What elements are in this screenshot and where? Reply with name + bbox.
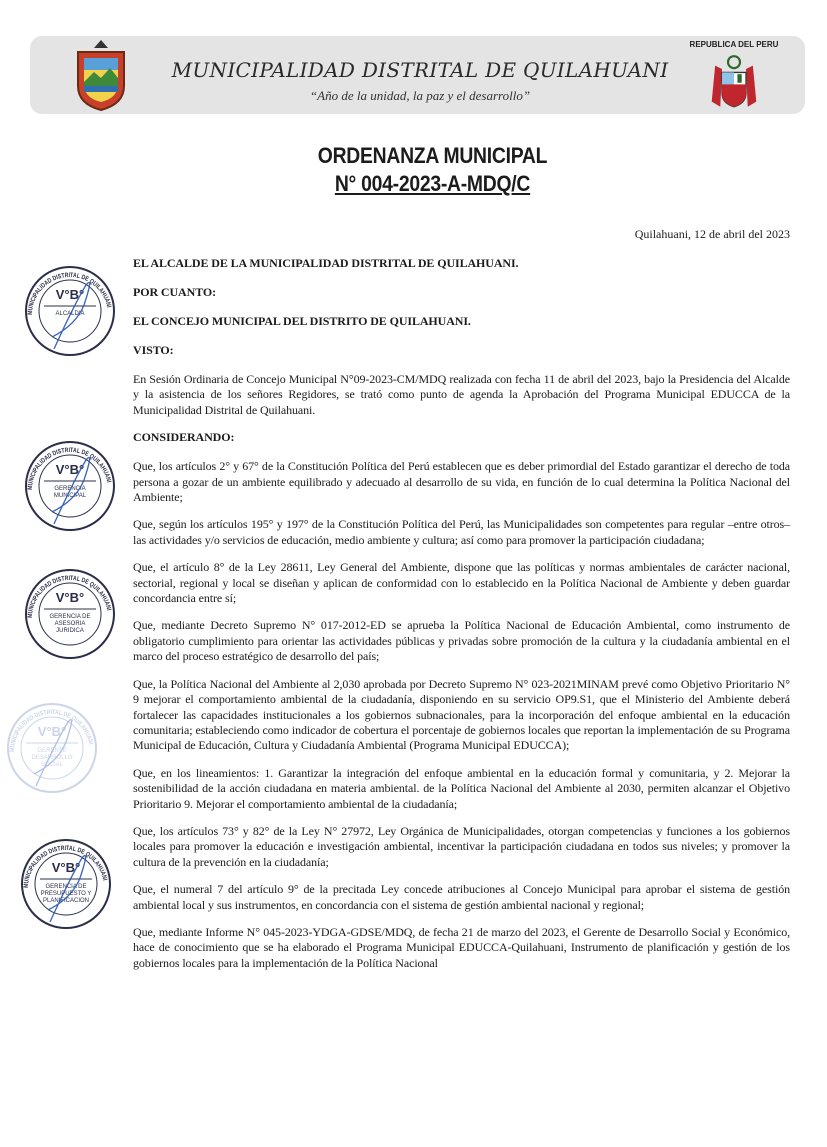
stamp-ring-text: MUNICIPALIDAD DISTRITAL DE QUILAHUANI (26, 271, 113, 316)
stamp-office-text: GERENTE DESARROLLO SOCIAL (31, 748, 73, 768)
stamp-office-text: GERENCIA MUNICIPAL (53, 486, 87, 499)
document-number: N° 004-2023-A-MDQ/C (334, 171, 531, 196)
approval-stamp (6, 702, 98, 794)
stamp-vb-text: V°B° (51, 860, 81, 875)
institution-name: MUNICIPALIDAD DISTRITAL DE QUILAHUANI (171, 58, 669, 82)
considerando-paragraph: Que, los artículos 73° y 82° de la Ley N° 27972, Ley Orgánica de Municipalidades, otorgan competencias y funciones a los gobiernos locales para promover la educación e investigación ambiental, incentivar la participación ciudadana en todos sus niveles; y promover la cultura de la prevención en la ciudadanía; (133, 823, 790, 869)
stamp-vb-text: V°B° (55, 462, 85, 477)
stamp-ring-text: MUNICIPALIDAD DISTRITAL DE QUILAHUANI (22, 844, 109, 889)
stamp-vb-text: V°B° (55, 287, 85, 302)
considerando-paragraph: Que, en los lineamientos: 1. Garantizar la integración del enfoque ambiental en la educación formal y comunitaria, y 2. Mejorar la sostenibilidad de la acción ciudadana en materia ambiental. de la Política Nacional del Ambiente al 2030, permiten alcanzar el Objetivo Prioritario 9. Mejorar el comportamiento ambiental de la ciudadanía; (133, 765, 790, 811)
considerando-paragraph: Que, mediante Informe N° 045-2023-YDGA-GDSE/MDQ, de fecha 21 de marzo del 2023, el Gerente de Desarrollo Social y Económico, hace de conocimiento que se ha elaborado el Programa Municipal EDUCCA-Quilahuani, Instrumento de planificación y gestión de los gobiernos locales para la implementación de la Política Nacional (133, 924, 790, 970)
heading-concejo: EL CONCEJO MUNICIPAL DEL DISTRITO DE QUILAHUANI. (133, 314, 471, 328)
considerando-paragraph: Que, los artículos 2° y 67° de la Constitución Política del Perú establecen que es deber primordial del Estado garantizar el derecho de toda persona a gozar de un ambiente equilibrado y adecuado al desarrollo de su vida, en función de lo cual determina la Política Nacional del Ambiente; (133, 459, 790, 505)
approval-stamp (24, 265, 116, 357)
institution-motto: “Año de la unidad, la paz y el desarrollo” (309, 88, 531, 103)
considerando-paragraph: Que, mediante Decreto Supremo N° 017-2012-ED se aprueba la Política Nacional de Educación Ambiental, como instrumento de obligatorio cumplimiento para orientar las actividades públicas y privadas sobre promoción de la cultura y la ciudadanía ambiental en el marco del proceso estratégico de desarrollo del país; (133, 618, 790, 664)
stamp-office-text: GERENCIA DE ASESORIA JURIDICA (49, 614, 91, 634)
visto-paragraph: En Sesión Ordinaria de Concejo Municipal N°09-2023-CM/MDQ realizada con fecha 11 de abril del 2023, bajo la Presidencia del Alcalde y la asistencia de los señores Regidores, se trató como punto de agenda la Aprobación del Programa Municipal EDUCCA de la Municipalidad Distrital de Quilahuani. (133, 372, 790, 417)
stamp-office-text: GERENCIA DE PRESUPUESTO Y PLANIFICACION (40, 884, 92, 904)
approval-stamp (24, 568, 116, 660)
heading-considerando: CONSIDERANDO: (133, 430, 235, 445)
stamp-ring-text: MUNICIPALIDAD DISTRITAL DE QUILAHUANI (8, 708, 95, 753)
shield-caption: REPUBLICA DEL PERU (689, 40, 779, 49)
considerando-paragraph: Que, el artículo 8° de la Ley 28611, Ley General del Ambiente, dispone que las políticas y normas ambientales de carácter nacional, sectorial, regional y local se diseñan y aplican de conformidad con lo establecido en la Política Nacional de Ambiente y deben guardar concordancia entre sí; (133, 560, 790, 606)
heading-por-cuanto: POR CUANTO: (133, 285, 217, 299)
peru-national-shield-icon (710, 50, 758, 112)
stamp-office-text: ALCALDIA (55, 311, 85, 317)
considerando-paragraph: Que, según los artículos 195° y 197° de la Constitución Política del Perú, las Municipalidades son competentes para regular –entre otros– las actividades y/o servicios de educación, medio ambiente y cultura; así como para promover la participación ciudadana; (133, 517, 790, 547)
considerando-paragraph: Que, la Política Nacional del Ambiente al 2,030 aprobada por Decreto Supremo N° 023-2021MINAM prevé como Objetivo Prioritario N° 9 mejorar el comportamiento ambiental de la ciudadanía, disponiendo en su servicio OP9.S1, que el Ministerio del Ambiente deberá fortalecer las capacidades institucionales a los gobiernos subnacionales, para la incorporación del enfoque ambiental en la educación comunitaria; estableciendo como indicador de cobertura el porcentaje de gobiernos locales que reportan la implementación de su Programa Municipal de Educación, Cultura y Ciudadanía Ambiental (Programa Municipal EDUCCA); (133, 676, 790, 753)
stamp-vb-text: V°B° (55, 590, 85, 605)
considerando-paragraph: Que, el numeral 7 del artículo 9° de la precitada Ley concede atribuciones al Concejo Municipal para aprobar el sistema de gestión ambiental local y sus instrumentos, en concordancia con el sistema de gestión ambiental nacional y regional; (133, 882, 790, 912)
heading-visto: VISTO: (133, 343, 174, 357)
stamp-vb-text: V°B° (37, 724, 67, 739)
municipal-coat-of-arms-logo (70, 38, 132, 112)
place-date: Quilahuani, 12 de abril del 2023 (634, 227, 790, 241)
stamp-ring-text: MUNICIPALIDAD DISTRITAL DE QUILAHUANI (26, 446, 113, 491)
approval-stamp (20, 838, 112, 930)
document-title: ORDENANZA MUNICIPAL (317, 143, 548, 168)
heading-alcalde: EL ALCALDE DE LA MUNICIPALIDAD DISTRITAL DE QUILAHUANI. (133, 256, 519, 270)
document-body (133, 256, 790, 983)
approval-stamp (24, 440, 116, 532)
stamp-ring-text: MUNICIPALIDAD DISTRITAL DE QUILAHUANI (26, 574, 113, 619)
